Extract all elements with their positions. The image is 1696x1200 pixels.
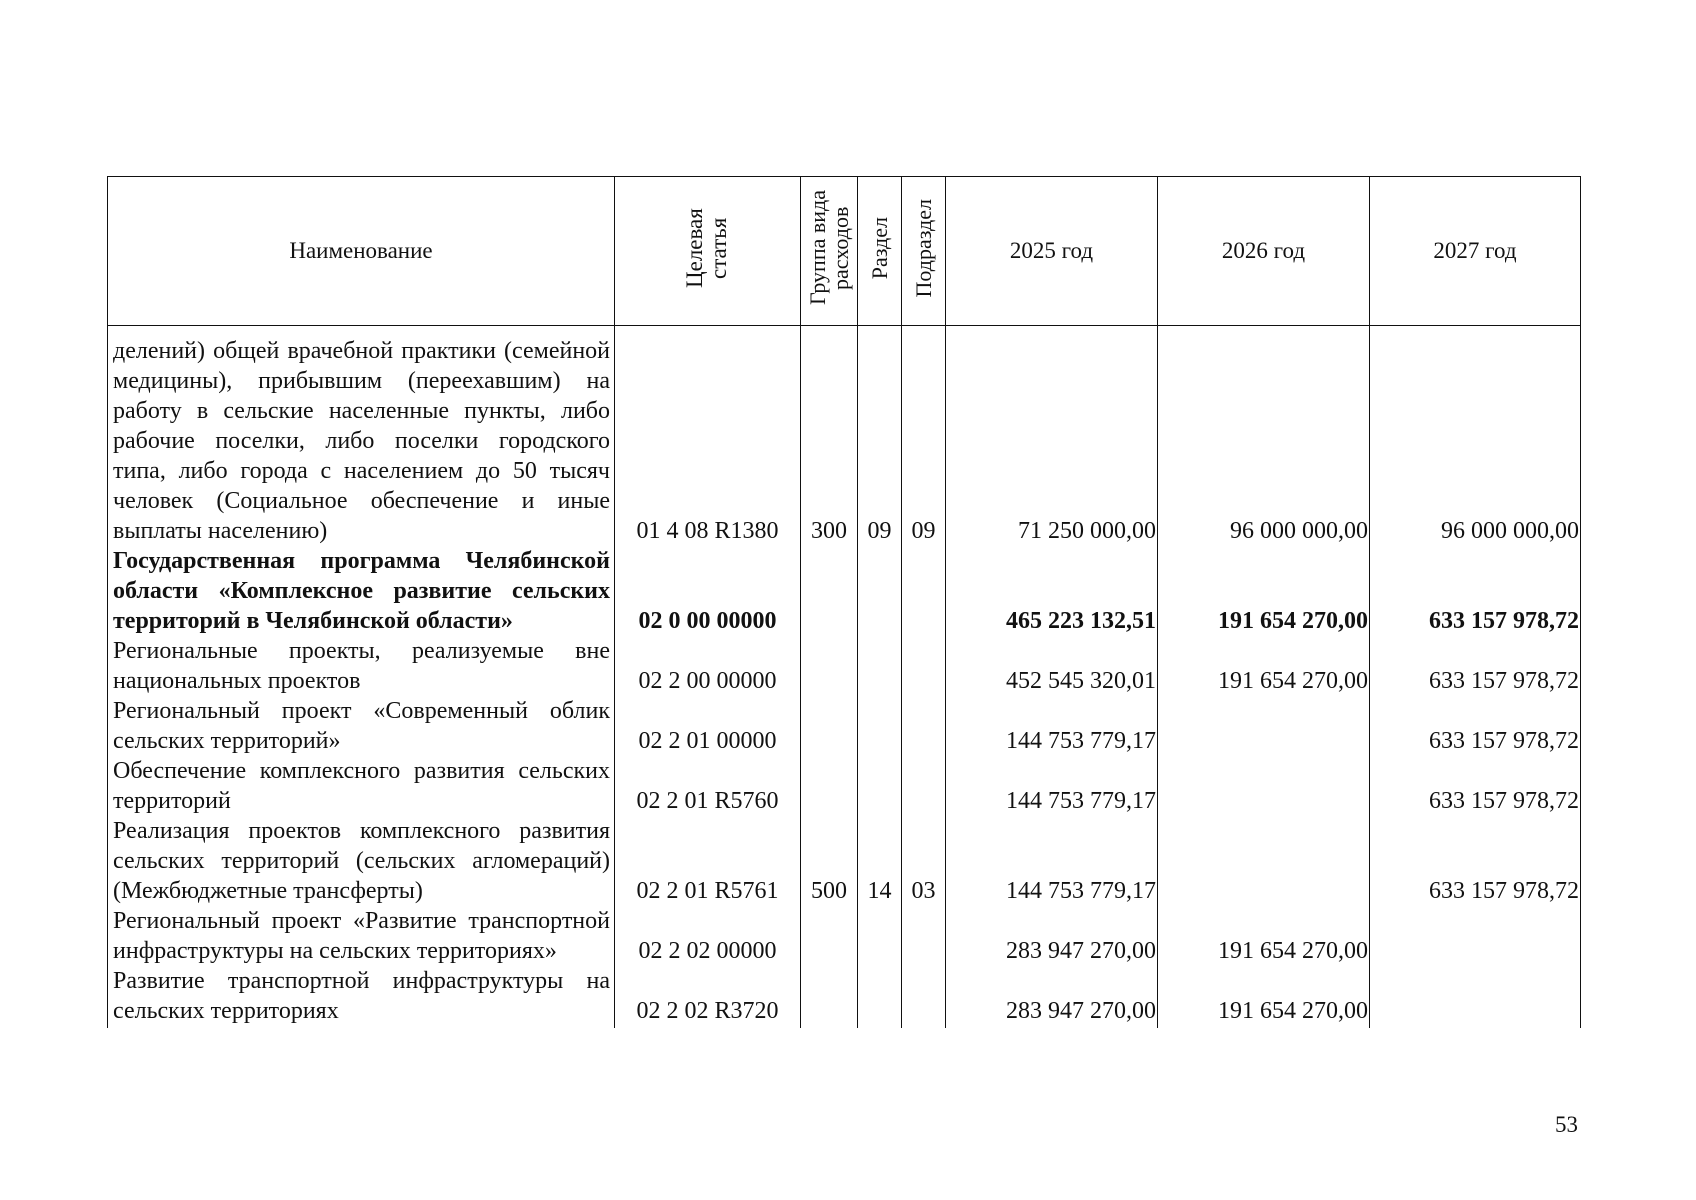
row-value-2027: 633 157 978,72 bbox=[1370, 816, 1581, 906]
row-value-2026: 191 654 270,00 bbox=[1158, 546, 1370, 636]
table-row bbox=[108, 696, 1581, 756]
header-year-2026-label: 2026 год bbox=[1221, 238, 1306, 263]
row-value-2025: 465 223 132,51 bbox=[946, 546, 1158, 636]
row-value-2026 bbox=[1158, 696, 1370, 756]
table-header-row bbox=[108, 177, 1581, 326]
row-expense-group bbox=[801, 696, 858, 756]
table-row bbox=[108, 906, 1581, 966]
row-section bbox=[858, 546, 902, 636]
page-number: 53 bbox=[1555, 1112, 1578, 1137]
header-section-label: Раздел bbox=[866, 216, 892, 280]
row-section: 14 bbox=[858, 816, 902, 906]
row-expense-group bbox=[801, 966, 858, 1028]
header-name bbox=[108, 177, 615, 326]
row-value-2025: 144 753 779,17 bbox=[946, 696, 1158, 756]
header-expense-group bbox=[801, 177, 858, 326]
row-expense-group: 500 bbox=[801, 816, 858, 906]
row-value-2025: 452 545 320,01 bbox=[946, 636, 1158, 696]
row-target-article: 02 2 01 R5761 bbox=[615, 816, 801, 906]
row-value-2026 bbox=[1158, 756, 1370, 816]
row-section: 09 bbox=[858, 326, 902, 547]
header-year-2027 bbox=[1370, 177, 1581, 326]
row-subsection bbox=[902, 906, 946, 966]
row-target-article: 02 2 01 R5760 bbox=[615, 756, 801, 816]
table-row bbox=[108, 326, 1581, 547]
row-target-article: 02 2 02 R3720 bbox=[615, 966, 801, 1028]
row-value-2027: 96 000 000,00 bbox=[1370, 326, 1581, 547]
row-target-article: 02 2 02 00000 bbox=[615, 906, 801, 966]
row-expense-group bbox=[801, 906, 858, 966]
row-name: Государственная программа Челябинской области «Комплексное развитие сельских территорий в Челябинской области» bbox=[108, 546, 615, 636]
row-value-2026: 191 654 270,00 bbox=[1158, 966, 1370, 1028]
row-value-2027: 633 157 978,72 bbox=[1370, 636, 1581, 696]
row-name: Развитие транспортной инфраструктуры на сельских территориях bbox=[108, 966, 615, 1028]
row-value-2026: 96 000 000,00 bbox=[1158, 326, 1370, 547]
row-target-article: 02 2 00 00000 bbox=[615, 636, 801, 696]
row-value-2026 bbox=[1158, 816, 1370, 906]
row-value-2027 bbox=[1370, 966, 1581, 1028]
header-year-2025 bbox=[946, 177, 1158, 326]
row-value-2026: 191 654 270,00 bbox=[1158, 906, 1370, 966]
header-name-label: Наименование bbox=[289, 238, 433, 263]
row-expense-group bbox=[801, 636, 858, 696]
row-subsection bbox=[902, 966, 946, 1028]
header-target-article bbox=[615, 177, 801, 326]
row-subsection: 03 bbox=[902, 816, 946, 906]
row-section bbox=[858, 906, 902, 966]
table-row bbox=[108, 546, 1581, 636]
row-value-2025: 71 250 000,00 bbox=[946, 326, 1158, 547]
table-row bbox=[108, 966, 1581, 1028]
header-year-2027-label: 2027 год bbox=[1433, 238, 1517, 263]
row-subsection: 09 bbox=[902, 326, 946, 547]
row-value-2027: 633 157 978,72 bbox=[1370, 696, 1581, 756]
row-value-2027 bbox=[1370, 906, 1581, 966]
row-expense-group bbox=[801, 546, 858, 636]
budget-table bbox=[107, 176, 1581, 1028]
header-section bbox=[858, 177, 902, 326]
row-subsection bbox=[902, 696, 946, 756]
row-expense-group: 300 bbox=[801, 326, 858, 547]
row-target-article: 01 4 08 R1380 bbox=[615, 326, 801, 547]
header-year-2025-label: 2025 год bbox=[1009, 238, 1094, 263]
header-expense-group-label: Группа вида расходов bbox=[804, 190, 853, 306]
row-section bbox=[858, 636, 902, 696]
row-section bbox=[858, 756, 902, 816]
row-subsection bbox=[902, 756, 946, 816]
header-subsection bbox=[902, 177, 946, 326]
table-row bbox=[108, 816, 1581, 906]
table-row bbox=[108, 636, 1581, 696]
row-expense-group bbox=[801, 756, 858, 816]
row-name: Региональный проект «Современный облик сельских территорий» bbox=[108, 696, 615, 756]
row-name: Реализация проектов комплексного развития сельских территорий (сельских агломераций) (Межбюджетные трансферты) bbox=[108, 816, 615, 906]
row-target-article: 02 2 01 00000 bbox=[615, 696, 801, 756]
header-year-2026 bbox=[1158, 177, 1370, 326]
row-section bbox=[858, 696, 902, 756]
row-value-2025: 144 753 779,17 bbox=[946, 816, 1158, 906]
row-value-2025: 144 753 779,17 bbox=[946, 756, 1158, 816]
row-subsection bbox=[902, 636, 946, 696]
row-name: Региональный проект «Развитие транспортной инфраструктуры на сельских территориях» bbox=[108, 906, 615, 966]
row-name: Обеспечение комплексного развития сельских территорий bbox=[108, 756, 615, 816]
row-value-2026: 191 654 270,00 bbox=[1158, 636, 1370, 696]
table-row bbox=[108, 756, 1581, 816]
row-value-2027: 633 157 978,72 bbox=[1370, 756, 1581, 816]
row-section bbox=[858, 966, 902, 1028]
row-name: Региональные проекты, реализуемые вне национальных проектов bbox=[108, 636, 615, 696]
header-target-article-label: Целевая статья bbox=[682, 208, 732, 288]
row-target-article: 02 0 00 00000 bbox=[615, 546, 801, 636]
row-value-2027: 633 157 978,72 bbox=[1370, 546, 1581, 636]
row-value-2025: 283 947 270,00 bbox=[946, 906, 1158, 966]
row-name: делений) общей врачебной практики (семейной медицины), прибывшим (переехавшим) на работу в сельские населенные пункты, либо рабочие поселки, либо поселки городского типа, либо города с населением до 50 тысяч человек (Социальное обеспечение и иные выплаты населению) bbox=[108, 326, 615, 547]
header-subsection-label: Подраздел bbox=[910, 198, 936, 298]
row-value-2025: 283 947 270,00 bbox=[946, 966, 1158, 1028]
row-subsection bbox=[902, 546, 946, 636]
